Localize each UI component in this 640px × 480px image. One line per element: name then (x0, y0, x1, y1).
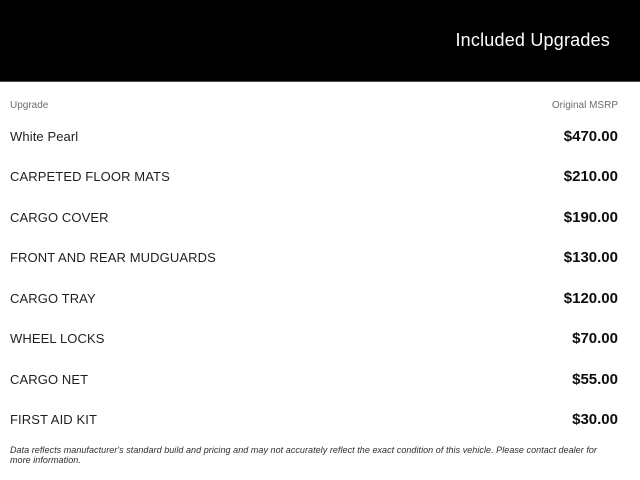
table-row (10, 116, 618, 157)
upgrade-price: $30.00 (572, 411, 618, 429)
table-row (10, 238, 618, 279)
upgrade-name: CARGO TRAY (10, 290, 96, 306)
upgrade-price: $120.00 (563, 289, 618, 307)
page-title: Included Upgrades (455, 30, 610, 50)
upgrade-price: $130.00 (563, 249, 618, 267)
included-upgrades-header-bar (0, 0, 640, 82)
column-header-original-msrp: Original MSRP (551, 99, 618, 111)
upgrades-table (0, 94, 640, 465)
column-header-upgrade: Upgrade (10, 99, 49, 111)
table-column-header-row (10, 94, 618, 116)
table-row (10, 278, 618, 319)
upgrade-name: CARPETED FLOOR MATS (10, 169, 170, 185)
upgrade-name: White Pearl (10, 128, 79, 144)
upgrade-price: $210.00 (563, 168, 618, 186)
upgrade-name: CARGO COVER (10, 209, 109, 225)
upgrade-price: $190.00 (563, 208, 618, 226)
table-row (10, 197, 618, 238)
table-row (10, 400, 618, 441)
upgrade-name: FRONT AND REAR MUDGUARDS (10, 250, 216, 266)
disclaimer-text: Data reflects manufacturer's standard build and pricing and may not accurately reflect the exact condition of this vehicle. Please contact dealer for more information. (10, 445, 597, 465)
upgrade-name: CARGO NET (10, 371, 89, 387)
table-row (10, 319, 618, 360)
upgrade-price: $70.00 (572, 330, 618, 348)
upgrade-price: $470.00 (563, 127, 618, 145)
table-rows (10, 116, 618, 440)
upgrade-name: WHEEL LOCKS (10, 331, 105, 347)
table-row (10, 157, 618, 198)
upgrade-name: FIRST AID KIT (10, 412, 98, 428)
table-row (10, 359, 618, 400)
upgrade-price: $55.00 (572, 370, 618, 388)
